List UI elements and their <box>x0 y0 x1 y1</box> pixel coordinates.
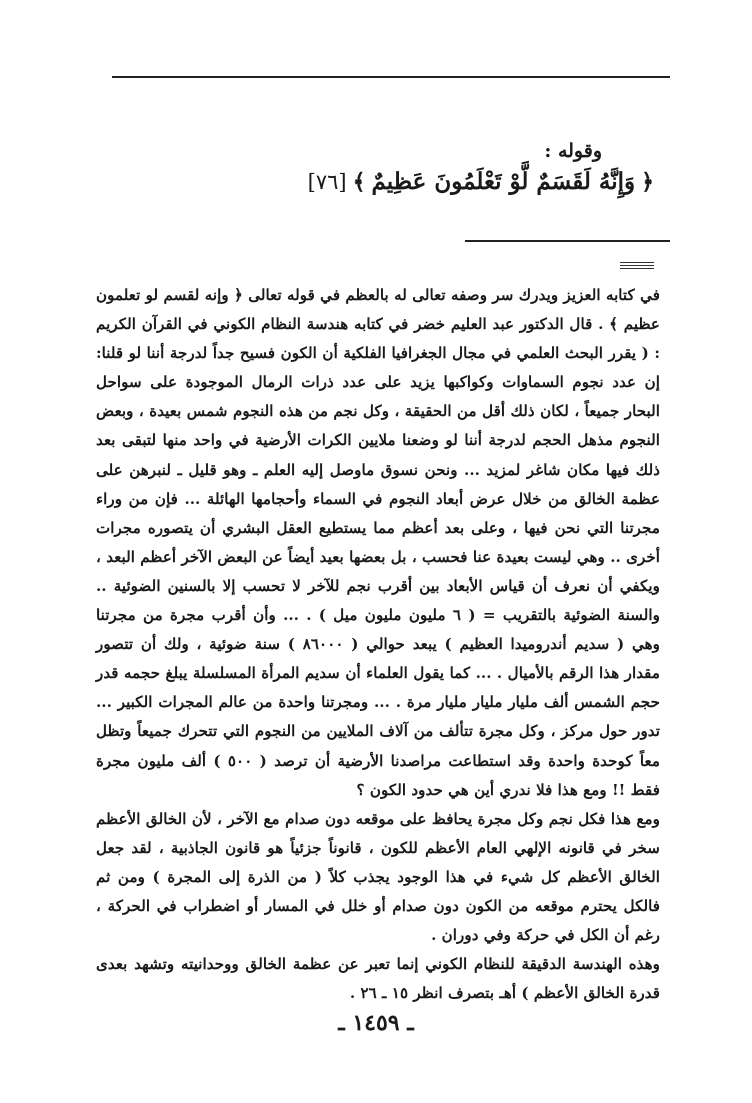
quran-verse <box>308 168 654 195</box>
header-rule <box>112 76 670 78</box>
page-number: ـ ١٤٥٩ ـ <box>338 1010 414 1036</box>
intro-text: وقوله : <box>544 140 602 162</box>
verse-text: وَإِنَّهُ لَقَسَمٌ لَّوْ تَعْلَمُونَ عَظِيمٌ <box>371 168 636 195</box>
verse-close-bracket: ﴾ <box>352 168 366 195</box>
footnote-paragraph: في كتابه العزيز ويدرك سر وصفه تعالى له بالعظم في قوله تعالى ﴿ وإنه لقسم لو تعلمون عظيم ﴾ . قال الدكتور عبد العليم خضر في كتابه هندسة النظام الكوني في القرآن الكريم : ( يقرر البحث العلمي في مجال الجغرافيا الفلكية أن الكون فسيح جداً لدرجة أننا لو قلنا: إن عدد نجوم السماوات وكواكبها يزيد على عدد ذرات الرمال الموجودة على سواحل البحار جميعاً ، لكان ذلك أقل من الحقيقة ، وكل نجم من هذه النجوم شمس بعيدة ، وبعض النجوم مذهل الحجم لدرجة أننا لو وضعنا ملايين الكرات الأرضية في واحد منها لتبقى بعد ذلك فيها مكان شاغر لمزيد ... ونحن نسوق ماوصل إليه العلم ـ وهو قليل ـ لنبرهن على عظمة الخالق من خلال عرض أبعاد النجوم في السماء وأحجامها الهائلة ... فإن من وراء مجرتنا التي نحن فيها ، وعلى بعد أعظم مما يستطيع العقل البشري أن يتصوره مجرات أخرى .. وهي ليست بعيدة عنا فحسب ، بل بعضها بعيد أيضاً عن البعض الآخر أعظم البعد ، ويكفي أن نعرف أن قياس الأبعاد بين أقرب نجم للآخر لا تحسب إلا بالسنين الضوئية .. والسنة الضوئية بالتقريب = ( ٦ مليون مليون ميل ) . ... وأن أقرب مجرة من مجرتنا وهي ( سديم أندروميدا العظيم ) يبعد حوالي ( ٨٦٠٠٠ ) سنة ضوئية ، ولك أن تتصور مقدار هذا الرقم بالأميال . ... كما يقول العلماء أن سديم المرأة المسلسلة يبلغ حجمه قدر حجم الشمس ألف مليار مليار مليار مرة . ... ومجرتنا واحدة من عالم المجرات الكبير ... تدور حول مركز ، وكل مجرة تتألف من آلاف الملايين من النجوم التي تتحرك جميعاً وتظل معاً كوحدة واحدة وقد استطاعت مراصدنا الأرضية أن ترصد ( ٥٠٠ ) ألف مليون مجرة فقط !! ومع هذا فلا ندري أين هي حدود الكون ؟ <box>96 286 660 799</box>
verse-reference: [٧٦] <box>307 169 347 194</box>
footnote-body <box>96 281 660 1008</box>
footnote-marker <box>620 262 654 271</box>
footnote-paragraph: وهذه الهندسة الدقيقة للنظام الكوني إنما تعبر عن عظمة الخالق ووحدانيته وتشهد بعدى قدرة الخالق الأعظم ) أهـ بتصرف انظر ١٥ ـ ٢٦ . <box>96 955 660 1003</box>
verse-open-bracket: ﴿ <box>641 168 654 195</box>
footnote-separator <box>465 240 670 242</box>
footnote-paragraph: ومع هذا فكل نجم وكل مجرة يحافظ على موقعه دون صدام مع الآخر ، لأن الخالق الأعظم سخر في قانونه الإلهي العام الأعظم للكون ، قانوناً جزئياً هو قانون الجاذبية ، لقد جعل الخالق الأعظم كل شيء في هذا الوجود يجذب كلاً ( من الذرة إلى المجرة ) ومن ثم فالكل يحترم موقعه من الكون دون صدام أو خلل في المسار أو اضطراب في الحركة ، رغم أن الكل في حركة وفي دوران . <box>96 809 660 945</box>
